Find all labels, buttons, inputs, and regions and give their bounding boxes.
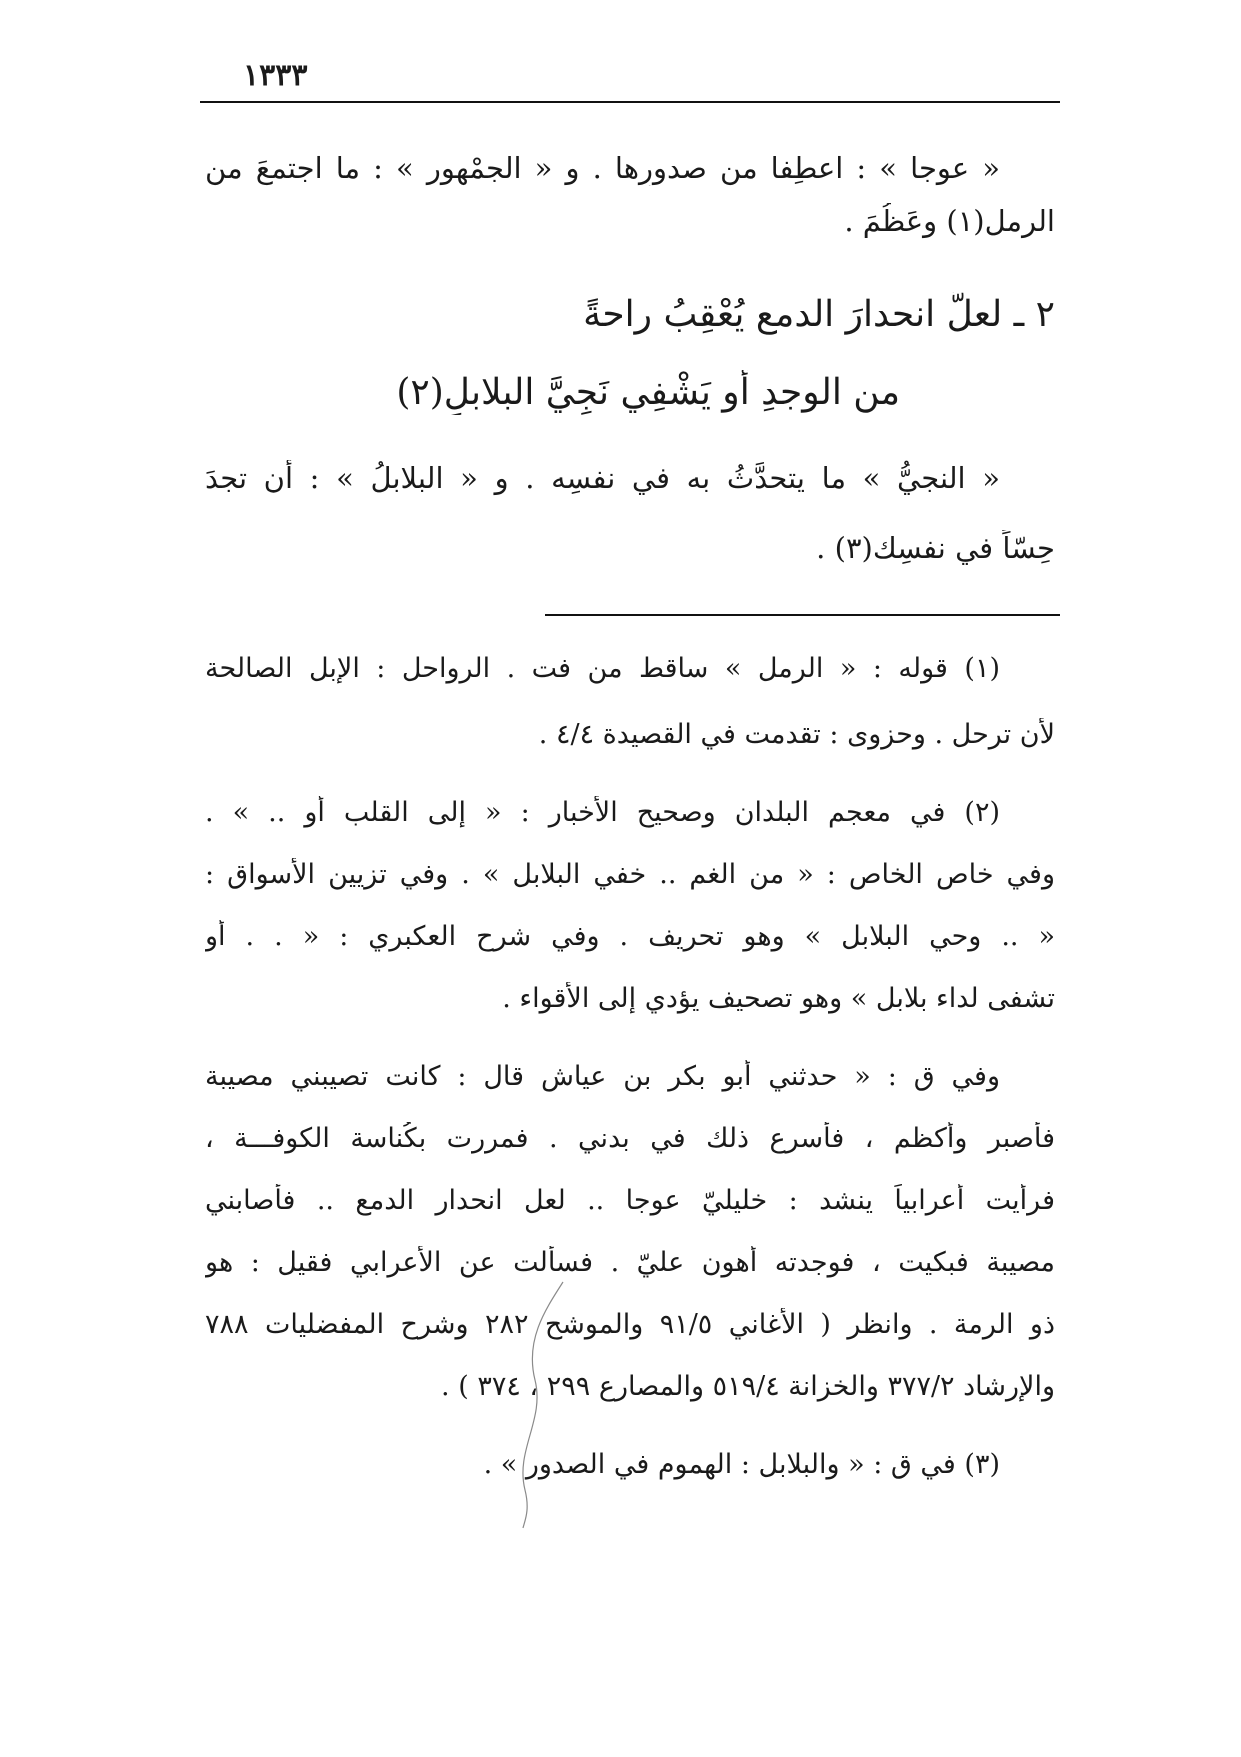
footnote-line: « .. وحي البلابل » وهو تحريف . وفي شرح العكبري : « . . أو [205, 921, 1055, 952]
commentary-line: « عوجا » : اعطِفا من صدورِها . و « الجمْهور » : ما اجتمعَ من [205, 151, 1000, 185]
page-number: ١٣٣٣ [243, 58, 308, 93]
footnote-line: (٣) في ق : « والبلابل : الهموم في الصدور » . [483, 1449, 1000, 1480]
footnote-line: فرأيت أعرابياً ينشد : خليليّ عوجا .. لعل انحدار الدمع .. فأصابني [205, 1185, 1055, 1216]
footnote-line: وفي ق : « حدثني أبو بكر بن عياش قال : كانت تصيبني مصيبة [205, 1061, 1000, 1092]
verse-second-hemistich: من الوجدِ أو يَشْفِي نَجِيَّ البلابلِ(٢) [396, 372, 900, 413]
footnote-line: تشفى لداء بلابل » وهو تصحيف يؤدي إلى الأقواء . [502, 983, 1055, 1014]
footnote-line: وفي خاص الخاص : « من الغم .. خفي البلابل » . وفي تزيين الأسواق : [205, 859, 1055, 890]
footnote-line: لأن ترحل . وحزوى : تقدمت في القصيدة ٤/٤ . [538, 719, 1055, 750]
footnote-line: ذو الرمة . وانظر ( الأغاني ٩١/٥ والموشح ٢٨٢ وشرح المفضليات ٧٨٨ [205, 1309, 1055, 1340]
pencil-mark [505, 1280, 585, 1530]
footnote-line: فأصبر وأكظم ، فأسرع ذلك في بدني . فمررت بكُناسة الكوفـــة ، [205, 1123, 1055, 1154]
footnote-line: مصيبة فبكيت ، فوجدته أهون عليّ . فسألت عن الأعرابي فقيل : هو [205, 1247, 1055, 1278]
commentary-line: الرمل(١) وعَظُمَ . [844, 204, 1055, 238]
footnote-line: (٢) في معجم البلدان وصحيح الأخبار : « إلى القلب أو .. » . [205, 797, 1000, 828]
verse-first-hemistich: ٢ ـ لعلَّ انحدارَ الدمع يُعْقِبُ راحةً [583, 294, 1055, 335]
commentary-line: حِسّاً في نفسِك(٣) . [816, 531, 1055, 565]
footnote-line: (١) قوله : « الرمل » ساقط من فت . الرواحل : الإبل الصالحة [205, 653, 1000, 684]
footnote-line: والإرشاد ٣٧٧/٢ والخزانة ٥١٩/٤ والمصارع ٢٩٩ ، ٣٧٤ ) . [441, 1371, 1055, 1402]
footnote-separator [545, 614, 1060, 616]
commentary-line: « النجيُّ » ما يتحدَّثُ به في نفسِه . و « البلابلُ » : أن تجدَ [205, 461, 1000, 495]
header-rule [200, 101, 1060, 103]
